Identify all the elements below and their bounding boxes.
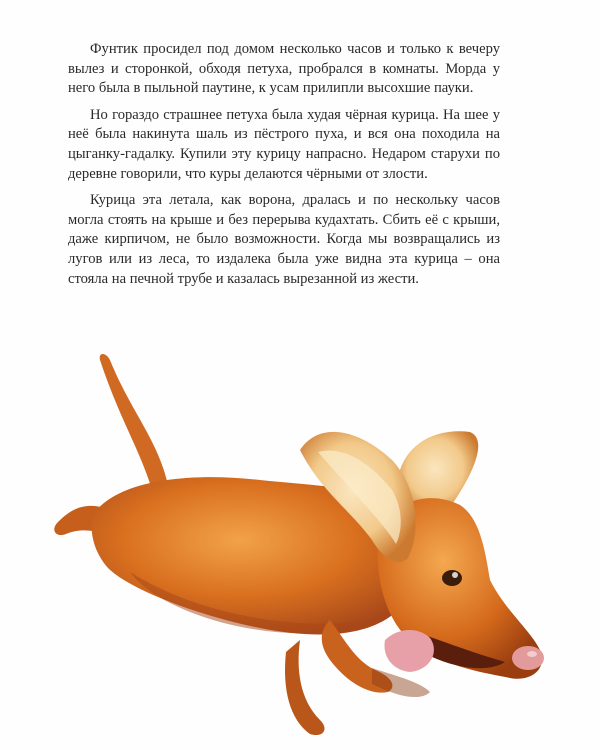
paragraph-3: Курица эта летала, как ворона, дралась и по нескольку часов могла стоять на крыше и без перерыва кудахтать. Сбить её с крыши, даже кирпичом, не было возможности. Когда мы возвращались из лугов или из леса, то издалека была уже видна эта курица – она стояла на печной трубе и казалась вырезанной из жести. [68, 192, 500, 287]
dog-tail [100, 354, 168, 490]
paragraph-1: Фунтик просидел под домом несколько часов и только к вечеру вылез и сторонкой, обходя петуха, пробрался в комнаты. Морда у него была в пыльной паутине, к усам прилипли высохшие пауки. [68, 41, 500, 97]
paragraph-2: Но гораздо страшнее петуха была худая чёрная курица. На шее у неё была накинута шаль из пёстрого пуха, и вся она походила на цыганку-гадалку. Купили эту курицу напрасно. Недаром старухи по деревне говорили, что куры делаются чёрными от злости. [68, 106, 500, 182]
story-text [68, 40, 500, 296]
dog-tongue [384, 630, 433, 672]
dog-nose [512, 646, 544, 670]
dog-eye [442, 570, 462, 586]
dachshund-illustration [0, 340, 600, 750]
